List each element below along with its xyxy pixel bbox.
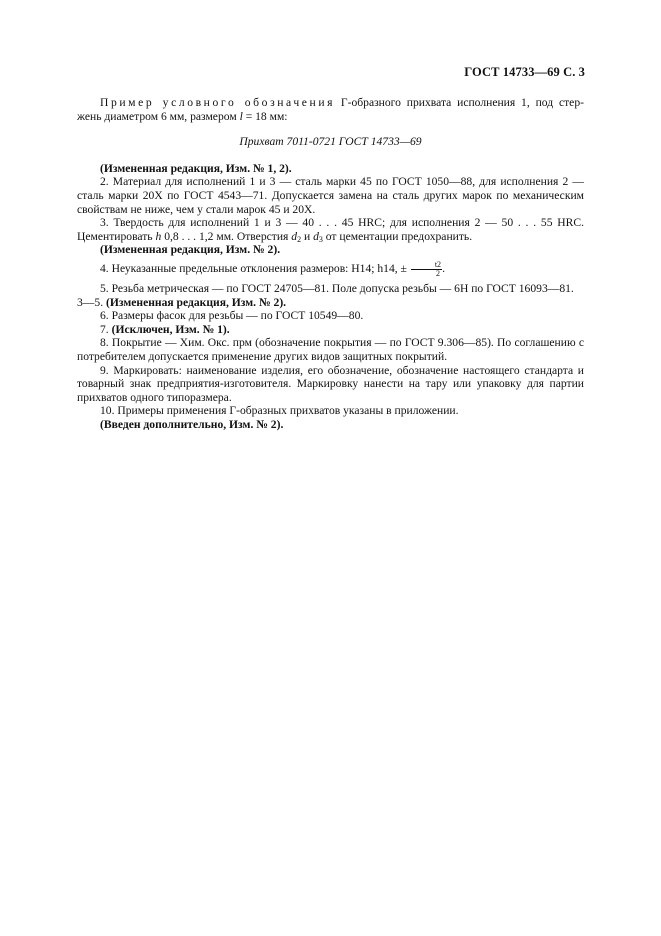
page-header: ГОСТ 14733—69 С. 3 <box>464 65 585 79</box>
item-10-examples: 10. Примеры применения Г-образных прихватов указаны в приложении. <box>100 404 459 418</box>
tolerance-fraction <box>411 261 442 278</box>
item-9-marking: 9. Маркировать: наименование изделия, его обозначение, обозначение настоящего стандарта и товарный знак предприятия-изготовителя. Маркировку нанести на тару или упаковку для партии прихватов одного типоразмера. <box>77 363 584 404</box>
item-6-chamfers: 6. Размеры фасок для резьбы — по ГОСТ 10549—80. <box>100 309 364 323</box>
d2-subscript: 2 <box>297 234 302 244</box>
amend-3-5-bold: (Измененная редакция, Изм. № 2). <box>105 295 287 309</box>
example-label: Пример условного обозначения <box>100 96 336 109</box>
fraction-denominator: 2 <box>435 268 440 278</box>
item-4-tolerances <box>77 261 584 278</box>
amendment-note-2a: (Измененная редакция, Изм. № 2). <box>100 243 281 257</box>
item-3-text-1: 3. Твердость для исполнений 1 и 3 — 40 . . . 45 HRC; для исполнения 2 — 50 . . . 55 HRC. Цементировать <box>77 216 584 243</box>
item-7-bold: (Исключен, Изм. № 1). <box>111 322 230 336</box>
intro-text-2: = 18 мм: <box>242 109 288 123</box>
item-8-coating: 8. Покрытие — Хим. Окс. прм (обозначение покрытия — по ГОСТ 9.306—85). По соглашению с потребителем допускается применение других видов защитных покрытий. <box>77 336 584 363</box>
item-7-prefix: 7. <box>100 322 112 336</box>
document-body <box>77 96 584 431</box>
d3-subscript: 3 <box>318 234 323 244</box>
item-3-hardness <box>77 216 584 243</box>
amendment-note-1-2: (Измененная редакция, Изм. № 1, 2). <box>100 161 292 175</box>
designation-example-intro <box>77 96 584 123</box>
item-4-end: . <box>442 261 445 275</box>
item-5-thread: 5. Резьба метрическая — по ГОСТ 24705—81. Поле допуска резьбы — 6Н по ГОСТ 16093—81. <box>100 281 574 295</box>
item-2-material: 2. Материал для исполнений 1 и 3 — сталь марки 45 по ГОСТ 1050—88, для исполнения 2 — сталь марки 20Х по ГОСТ 4543—71. Допускается замена на сталь других марок по механическим свойствам не ниже, чем у стали марок 45 и 20Х. <box>77 175 584 216</box>
example-designation: Прихват 7011-0721 ГОСТ 14733—69 <box>239 135 422 149</box>
d2-symbol: d <box>291 229 298 243</box>
item-7-excluded <box>77 323 584 337</box>
item-3-and: и <box>301 229 314 243</box>
l-symbol: l <box>239 109 243 123</box>
amendment-note-3-5 <box>77 296 584 310</box>
amend-3-5-prefix: 3—5. <box>77 295 106 309</box>
item-4-text: 4. Неуказанные предельные отклонения размеров: Н14; h14, ± <box>100 261 410 275</box>
fraction-numerator: t2 <box>411 261 442 270</box>
item-3-text-2: 0,8 . . . 1,2 мм. Отверстия <box>161 229 292 243</box>
h-symbol: h <box>155 229 162 243</box>
intro-text-1: Г-образного прихвата исполнения 1, под стер-жень диаметром 6 мм, размером <box>77 96 584 123</box>
amendment-added: (Введен дополнительно, Изм. № 2). <box>100 417 284 431</box>
item-3-text-3: от цементации предохранить. <box>322 229 473 243</box>
d3-symbol: d <box>313 229 319 243</box>
